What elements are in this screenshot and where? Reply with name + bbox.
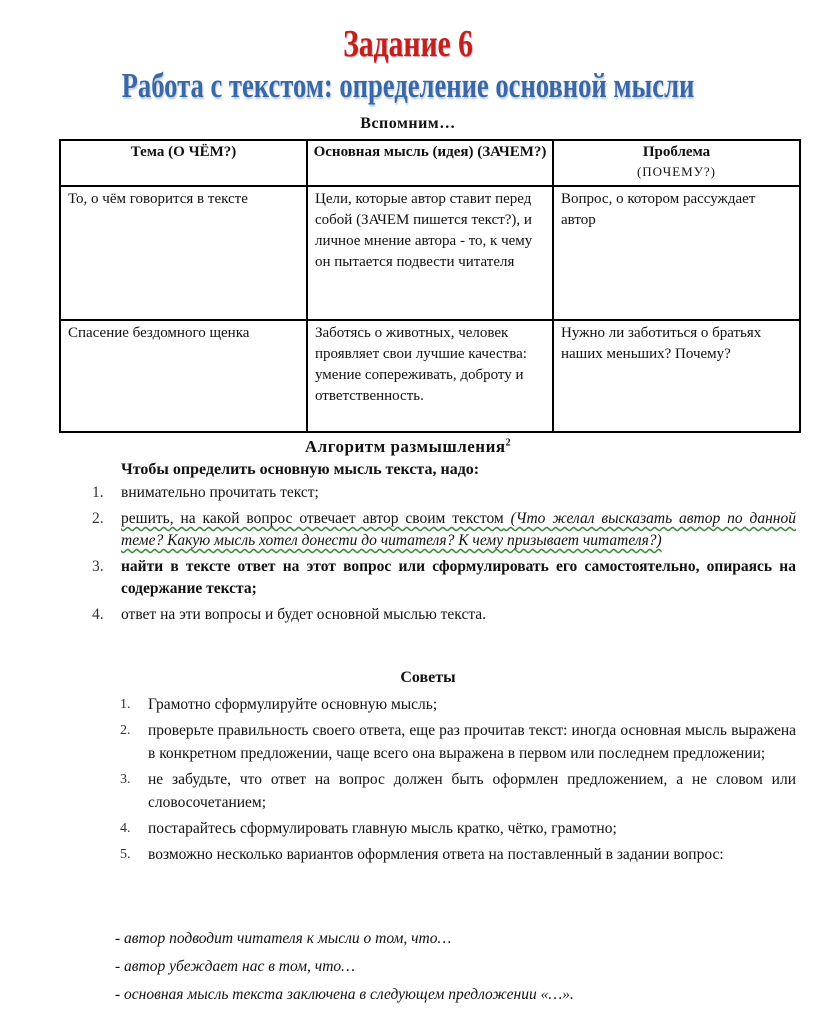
concept-table <box>59 139 801 433</box>
algorithm-title <box>0 437 816 457</box>
item-text: ответ на эти вопросы и будет основной мыслью текста. <box>121 606 487 623</box>
table-cell: Заботясь о животных, человек проявляет свои лучшие качества: умение сопереживать, доброту и ответственность. <box>307 320 553 432</box>
algorithm-list <box>92 482 796 630</box>
footnote-marker: 2 <box>505 437 512 449</box>
list-item <box>120 768 796 814</box>
item-number: 3. <box>120 772 131 787</box>
table-cell: Вопрос, о котором рассуждает автор <box>553 186 800 320</box>
item-text: внимательно прочитать текст; <box>121 484 319 501</box>
header-label: Проблема <box>642 144 711 160</box>
list-item <box>92 482 796 504</box>
list-item <box>92 508 796 552</box>
item-number: 5. <box>120 847 131 862</box>
item-number: 2. <box>92 510 104 527</box>
answer-phrases <box>115 925 805 1009</box>
table-row <box>60 320 800 432</box>
phrase-item: - автор убеждает нас в том, что… <box>115 958 355 975</box>
table-header-row <box>60 140 800 186</box>
phrase-item: - автор подводит читателя к мысли о том, что… <box>115 930 452 947</box>
tips-title: Советы <box>400 669 456 686</box>
tips-list <box>120 693 796 869</box>
table-row <box>60 186 800 320</box>
item-number: 1. <box>120 697 131 712</box>
item-text-italic: (Что желал высказать автор по данной теме? Какую мысль хотел донести до читателя? К чему призывает читателя?) <box>121 510 796 549</box>
item-text: решить, на какой вопрос отвечает автор своим текстом <box>121 510 504 527</box>
item-text: постарайтесь сформулировать главную мысль кратко, чётко, грамотно; <box>148 820 617 837</box>
item-text: Грамотно сформулируйте основную мысль; <box>148 696 438 713</box>
item-text: не забудьте, что ответ на вопрос должен быть оформлен предложением, а не словом или словосочетанием; <box>148 771 796 811</box>
item-text: проверьте правильность своего ответа, еще раз прочитав текст: иногда основная мысль выражена в конкретном предложении, чаще всего она выражена в первом или последнем предложении; <box>148 722 796 762</box>
table-cell: Нужно ли заботиться о братьях наших меньших? Почему? <box>553 320 800 432</box>
header-label: Основная мысль (идея) (ЗАЧЕМ?) <box>313 144 547 160</box>
header-hint: (ПОЧЕМУ?) <box>636 164 717 179</box>
algorithm-lead: Чтобы определить основную мысль текста, надо: <box>121 461 480 478</box>
table-header-main-idea <box>307 140 553 186</box>
item-number: 2. <box>120 723 131 738</box>
item-number: 4. <box>92 606 104 623</box>
table-cell: То, о чём говорится в тексте <box>60 186 307 320</box>
list-item <box>92 604 796 626</box>
list-item <box>120 693 796 716</box>
list-item <box>120 843 796 866</box>
item-number: 3. <box>92 558 104 575</box>
header-label: Тема (О ЧЁМ?) <box>130 144 237 160</box>
task-title: Задание 6 <box>343 23 473 65</box>
table-header-problem <box>553 140 800 186</box>
list-item <box>120 817 796 840</box>
list-item <box>120 719 796 765</box>
task-subtitle: Работа с текстом: определение основной мысли <box>121 66 695 105</box>
phrase-item: - основная мысль текста заключена в следующем предложении «…». <box>115 986 574 1003</box>
item-text: найти в тексте ответ на этот вопрос или сформулировать его самостоятельно, опираясь на содержание текста; <box>121 558 796 597</box>
list-item <box>92 556 796 600</box>
table-cell: Цели, которые автор ставит перед собой (ЗАЧЕМ пишется текст?), и личное мнение автора - то, к чему он пытается подвести читателя <box>307 186 553 320</box>
algorithm-title-text: Алгоритм размышления <box>304 437 506 456</box>
table-cell: Спасение бездомного щенка <box>60 320 307 432</box>
table-header-topic <box>60 140 307 186</box>
recall-heading: Вспомним… <box>360 115 456 132</box>
item-text: возможно несколько вариантов оформления ответа на поставленный в задании вопрос: <box>148 846 724 863</box>
item-number: 1. <box>92 484 104 501</box>
item-number: 4. <box>120 821 131 836</box>
